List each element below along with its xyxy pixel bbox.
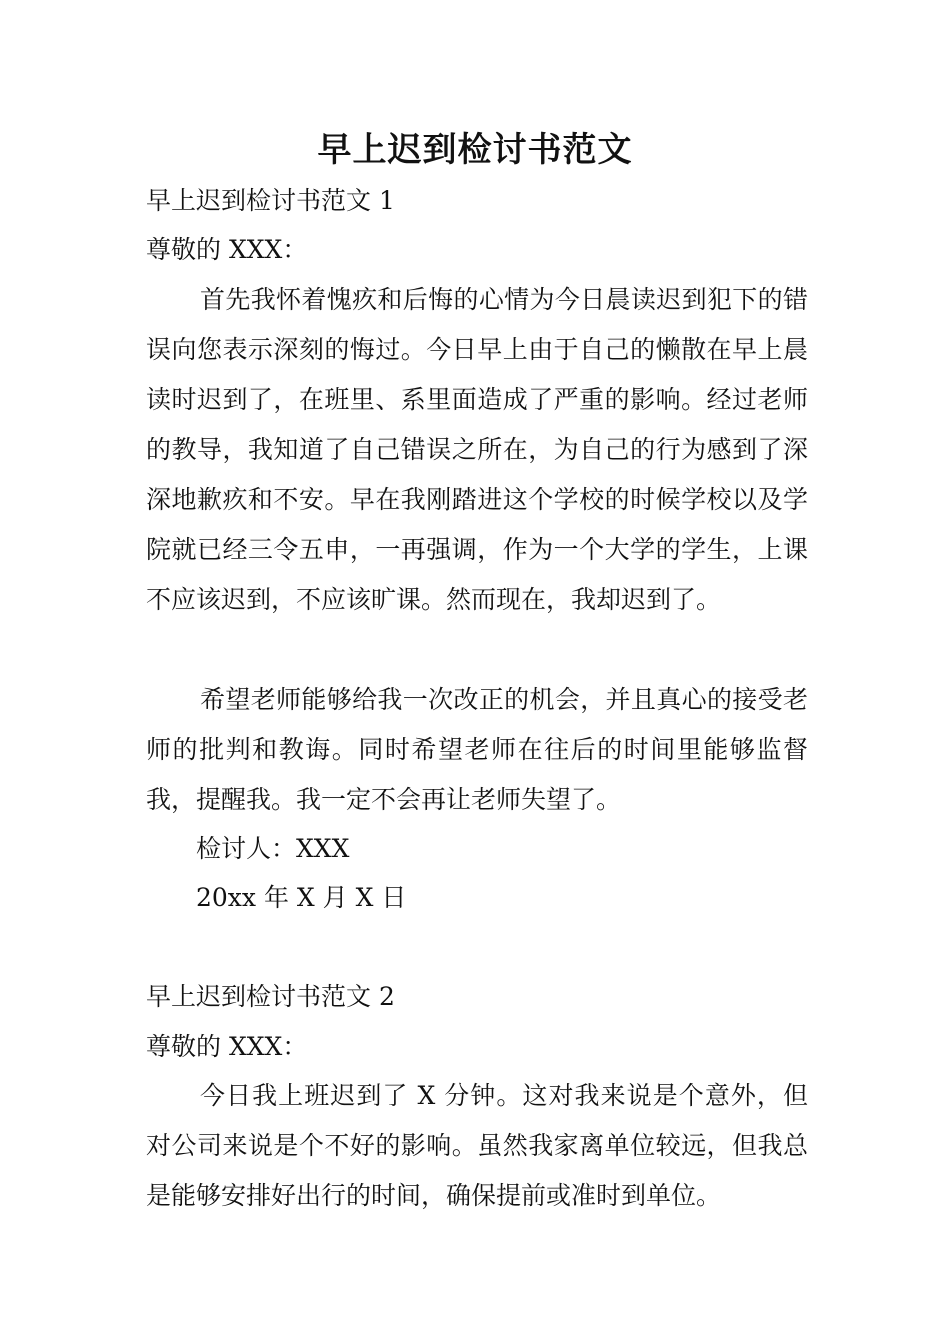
sample2-paragraph-1: 今日我上班迟到了 X 分钟。这对我来说是个意外，但对公司来说是个不好的影响。虽然我家离单位较远，但我总是能够安排好出行的时间，确保提前或准时到单位。: [146, 1081, 808, 1210]
sample2-heading: 早上迟到检讨书范文 2: [146, 982, 395, 1011]
sample1-date: 20xx 年 X 月 X 日: [196, 883, 407, 912]
sample1-paragraph-1: 首先我怀着愧疚和后悔的心情为今日晨读迟到犯下的错误向您表示深刻的悔过。今日早上由于自己的懒散在早上晨读时迟到了，在班里、系里面造成了严重的影响。经过老师的教导，我知道了自己错误之所在，为自己的行为感到了深深地歉疚和不安。早在我刚踏进这个学校的时候学校以及学院就已经三令五申，一再强调，作为一个大学的学生，上课不应该迟到，不应该旷课。然而现在，我却迟到了。: [146, 285, 808, 614]
sample1-paragraph-2: 希望老师能够给我一次改正的机会，并且真心的接受老师的批判和教诲。同时希望老师在往后的时间里能够监督我，提醒我。我一定不会再让老师失望了。: [146, 685, 808, 814]
sample1-signature: 检讨人：XXX: [196, 834, 350, 863]
sample1-heading: 早上迟到检讨书范文 1: [146, 186, 395, 215]
sample2-salutation: 尊敬的 XXX：: [146, 1032, 308, 1061]
sample1-salutation: 尊敬的 XXX：: [146, 235, 308, 264]
document-title: 早上迟到检讨书范文: [317, 130, 633, 170]
